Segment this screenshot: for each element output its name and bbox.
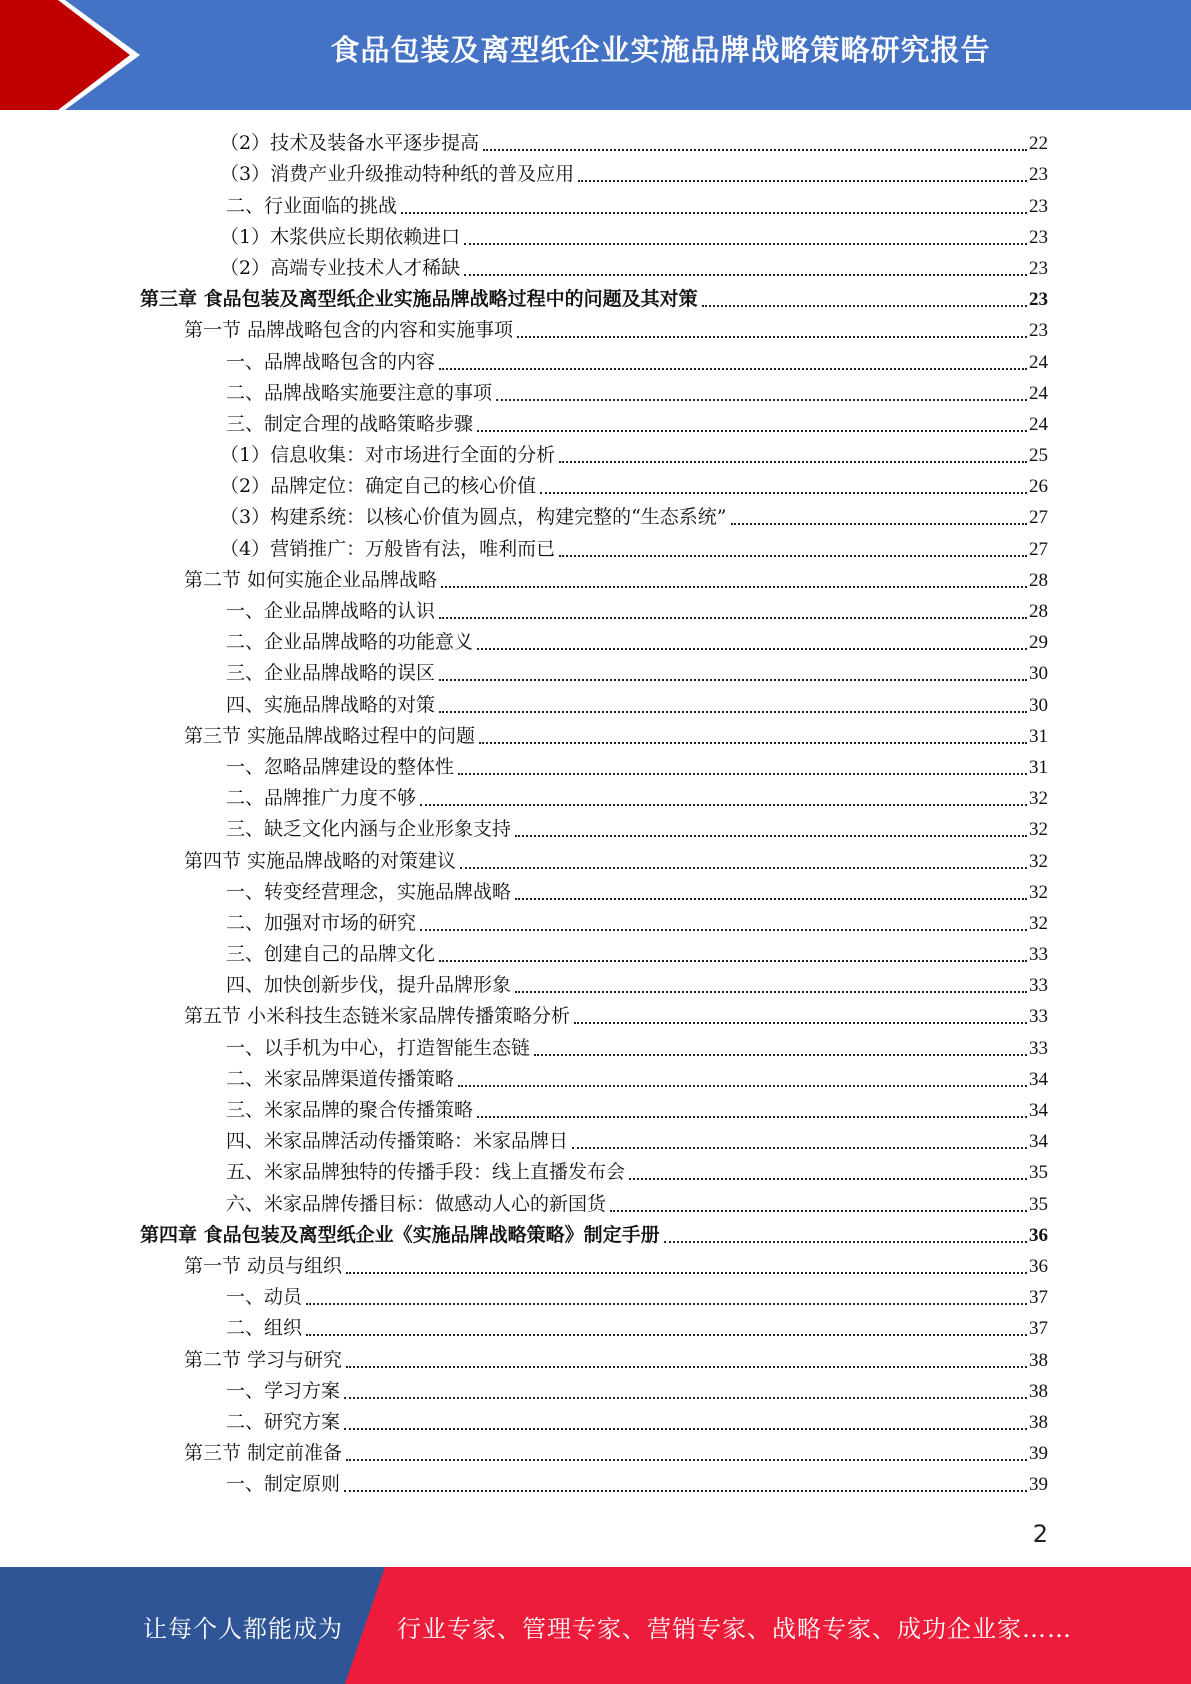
toc-entry-title: （1）信息收集：对市场进行全面的分析: [220, 444, 556, 467]
toc-entry[interactable]: [140, 1126, 1048, 1157]
toc-dot-leader: [306, 1334, 1027, 1336]
toc-entry-title: 四、米家品牌活动传播策略：米家品牌日: [226, 1130, 569, 1153]
toc-entry[interactable]: [140, 721, 1048, 752]
toc-entry[interactable]: [140, 533, 1048, 564]
toc-entry-page: 23: [1029, 289, 1048, 311]
toc-entry-title: 二、品牌推广力度不够: [226, 787, 417, 810]
toc-entry[interactable]: [140, 159, 1048, 190]
toc-entry-page: 33: [1029, 944, 1048, 966]
toc-dot-leader: [515, 898, 1027, 900]
toc-entry-title: 四、加快创新步伐，提升品牌形象: [226, 974, 512, 997]
toc-entry[interactable]: [140, 908, 1048, 939]
toc-entry-page: 38: [1029, 1411, 1048, 1433]
toc-entry-title: 第三节 制定前准备: [184, 1442, 343, 1465]
toc-entry-page: 29: [1029, 632, 1048, 654]
toc-entry-page: 24: [1029, 382, 1048, 404]
toc-entry-page: 22: [1029, 133, 1048, 155]
toc-entry-title: 五、米家品牌独特的传播手段：线上直播发布会: [226, 1161, 626, 1184]
toc-entry-title: 二、组织: [226, 1317, 303, 1340]
footer-slogan-left: 让每个人都能成为: [143, 1615, 343, 1643]
toc-entry[interactable]: [140, 471, 1048, 502]
toc-entry[interactable]: [140, 689, 1048, 720]
toc-entry-title: 三、制定合理的战略策略步骤: [226, 412, 474, 435]
toc-entry[interactable]: [140, 1001, 1048, 1032]
toc-entry-page: 36: [1029, 1255, 1048, 1277]
toc-entry[interactable]: [140, 346, 1048, 377]
toc-entry[interactable]: [140, 1313, 1048, 1344]
toc-entry-title: 一、制定原则: [226, 1473, 341, 1496]
toc-entry-title: 第一节 动员与组织: [184, 1254, 343, 1277]
toc-entry-title: 一、企业品牌战略的认识: [226, 600, 436, 622]
toc-entry[interactable]: [140, 1344, 1048, 1375]
toc-entry[interactable]: [140, 1095, 1048, 1126]
toc-dot-leader: [439, 679, 1027, 681]
toc-entry[interactable]: [140, 128, 1048, 159]
toc-entry-page: 37: [1029, 1287, 1048, 1309]
toc-dot-leader: [401, 212, 1027, 214]
toc-entry-page: 23: [1029, 257, 1048, 279]
toc-dot-leader: [731, 523, 1027, 525]
toc-entry-title: （4）营销推广：万般皆有法，唯利而已: [220, 537, 556, 560]
toc-dot-leader: [439, 960, 1027, 962]
toc-dot-leader: [578, 180, 1027, 182]
toc-entry-title: 第三节 实施品牌战略过程中的问题: [184, 724, 476, 747]
toc-entry-title: （2）品牌定位：确定自己的核心价值: [220, 475, 537, 498]
toc-entry[interactable]: [140, 378, 1048, 409]
toc-entry[interactable]: [140, 596, 1048, 627]
toc-entry-page: 28: [1029, 601, 1048, 622]
toc-entry-title: 一、以手机为中心，打造智能生态链: [226, 1036, 531, 1059]
toc-dot-leader: [346, 1366, 1027, 1368]
toc-entry-page: 30: [1029, 694, 1048, 716]
toc-entry[interactable]: [140, 877, 1048, 908]
toc-entry-page: 23: [1029, 195, 1048, 217]
toc-entry-page: 23: [1029, 226, 1048, 248]
toc-entry-page: 33: [1029, 975, 1048, 997]
toc-dot-leader: [464, 243, 1027, 245]
toc-entry[interactable]: [140, 1251, 1048, 1282]
toc-entry-title: （1）木浆供应长期依赖进口: [220, 225, 461, 248]
toc-dot-leader: [515, 835, 1027, 837]
toc-entry-page: 25: [1029, 445, 1048, 467]
toc-entry[interactable]: [140, 1220, 1048, 1251]
toc-entry-page: 37: [1029, 1318, 1048, 1340]
toc-dot-leader: [460, 867, 1027, 869]
toc-dot-leader: [483, 149, 1027, 151]
toc-entry-page: 38: [1029, 1349, 1048, 1371]
toc-entry-title: 三、米家品牌的聚合传播策略: [226, 1099, 474, 1121]
toc-entry-page: 33: [1029, 1037, 1048, 1059]
toc-dot-leader: [629, 1178, 1027, 1180]
toc-dot-leader: [559, 461, 1027, 463]
toc-entry-title: 第二节 如何实施企业品牌战略: [184, 568, 438, 591]
toc-entry-title: （3）构建系统：以核心价值为圆点，构建完整的“生态系统”: [220, 506, 727, 529]
page-footer: [0, 1567, 1191, 1684]
toc-dot-leader: [664, 1241, 1027, 1243]
toc-entry[interactable]: [140, 1469, 1048, 1500]
toc-entry-page: 39: [1029, 1443, 1048, 1465]
toc-entry[interactable]: [140, 970, 1048, 1001]
toc-dot-leader: [344, 1397, 1027, 1399]
toc-entry[interactable]: [140, 1282, 1048, 1313]
toc-dot-leader: [344, 1490, 1027, 1492]
toc-dot-leader: [477, 430, 1027, 432]
toc-entry-title: 二、企业品牌战略的功能意义: [226, 631, 474, 654]
toc-entry[interactable]: [140, 409, 1048, 440]
toc-dot-leader: [346, 1459, 1027, 1461]
toc-entry[interactable]: [140, 939, 1048, 970]
toc-entry[interactable]: [140, 253, 1048, 284]
report-title: 食品包装及离型纸企业实施品牌战略策略研究报告: [330, 33, 991, 67]
toc-entry-title: 三、缺乏文化内涵与企业形象支持: [226, 818, 512, 841]
toc-entry-page: 38: [1029, 1380, 1048, 1402]
toc-entry[interactable]: [140, 502, 1048, 533]
toc-entry-page: 23: [1029, 320, 1048, 342]
toc-entry-page: 31: [1029, 756, 1048, 778]
toc-entry-page: 33: [1029, 1006, 1048, 1028]
toc-dot-leader: [477, 648, 1027, 650]
toc-entry[interactable]: [140, 315, 1048, 346]
toc-entry-title: 一、转变经营理念，实施品牌战略: [226, 880, 512, 903]
toc-entry[interactable]: [140, 565, 1048, 596]
toc-entry-title: 二、米家品牌渠道传播策略: [226, 1067, 455, 1090]
toc-dot-leader: [559, 555, 1027, 557]
toc-entry-page: 32: [1029, 819, 1048, 841]
toc-entry-title: 二、加强对市场的研究: [226, 911, 417, 934]
toc-dot-leader: [702, 305, 1027, 307]
page-header: [0, 0, 1191, 110]
toc-entry-page: 32: [1029, 788, 1048, 810]
toc-dot-leader: [458, 773, 1027, 775]
toc-entry[interactable]: [140, 1376, 1048, 1407]
toc-entry[interactable]: [140, 1032, 1048, 1063]
toc-entry[interactable]: [140, 190, 1048, 221]
toc-entry-page: 35: [1029, 1162, 1048, 1184]
footer-slogan-right: 行业专家、管理专家、营销专家、战略专家、成功企业家……: [397, 1615, 1072, 1643]
toc-dot-leader: [306, 1303, 1027, 1305]
toc-entry[interactable]: [140, 783, 1048, 814]
toc-entry-page: 28: [1029, 569, 1048, 591]
toc-entry-page: 39: [1029, 1474, 1048, 1496]
toc-entry-title: 一、忽略品牌建设的整体性: [226, 755, 455, 778]
toc-entry-title: 第二节 学习与研究: [184, 1348, 343, 1371]
page-number: 2: [1032, 1520, 1048, 1548]
toc-entry[interactable]: [140, 627, 1048, 658]
toc-entry-title: 三、企业品牌战略的误区: [226, 662, 436, 685]
toc-entry-page: 24: [1029, 351, 1048, 373]
toc-entry-title: 第三章 食品包装及离型纸企业实施品牌战略过程中的问题及其对策: [140, 288, 698, 311]
toc-entry-title: （2）高端专业技术人才稀缺: [220, 256, 461, 279]
toc-entry-title: 三、创建自己的品牌文化: [226, 943, 436, 966]
toc-entry-title: 第五节 小米科技生态链米家品牌传播策略分析: [184, 1005, 571, 1028]
toc-entry-page: 31: [1029, 725, 1048, 747]
toc-entry[interactable]: [140, 1407, 1048, 1438]
toc-dot-leader: [610, 1210, 1027, 1212]
toc-dot-leader: [464, 274, 1027, 276]
table-of-contents: [140, 128, 1048, 1500]
toc-entry-title: 二、品牌战略实施要注意的事项: [226, 381, 493, 404]
toc-dot-leader: [515, 991, 1027, 993]
toc-entry[interactable]: [140, 1188, 1048, 1219]
toc-entry-page: 34: [1029, 1131, 1048, 1153]
toc-dot-leader: [420, 804, 1027, 806]
toc-entry-page: 36: [1029, 1224, 1048, 1246]
toc-dot-leader: [517, 336, 1027, 338]
toc-entry-page: 34: [1029, 1068, 1048, 1090]
toc-entry[interactable]: [140, 752, 1048, 783]
toc-entry-title: 一、动员: [226, 1286, 303, 1309]
toc-entry-page: 27: [1029, 507, 1048, 529]
toc-entry-title: 四、实施品牌战略的对策: [226, 693, 436, 716]
toc-entry[interactable]: [140, 440, 1048, 471]
toc-entry-title: 二、研究方案: [226, 1410, 341, 1433]
toc-entry-page: 32: [1029, 912, 1048, 934]
toc-entry[interactable]: [140, 814, 1048, 845]
toc-dot-leader: [420, 929, 1027, 931]
toc-entry[interactable]: [140, 1438, 1048, 1469]
toc-entry-title: （3）消费产业升级推动特种纸的普及应用: [220, 163, 575, 186]
toc-entry-page: 23: [1029, 164, 1048, 186]
toc-entry-page: 26: [1029, 476, 1048, 498]
toc-entry[interactable]: [140, 222, 1048, 253]
toc-dot-leader: [496, 399, 1027, 401]
toc-entry-page: 30: [1029, 663, 1048, 685]
toc-dot-leader: [439, 617, 1027, 619]
toc-entry-page: 32: [1029, 850, 1048, 872]
toc-dot-leader: [439, 368, 1027, 370]
toc-entry-page: 27: [1029, 538, 1048, 560]
toc-entry-title: （2）技术及装备水平逐步提高: [220, 132, 480, 155]
toc-entry-page: 34: [1029, 1100, 1048, 1121]
toc-dot-leader: [346, 1272, 1027, 1274]
toc-entry-title: 一、学习方案: [226, 1379, 341, 1402]
toc-dot-leader: [574, 1022, 1027, 1024]
toc-entry-title: 二、行业面临的挑战: [226, 194, 398, 217]
toc-dot-leader: [458, 1085, 1027, 1087]
toc-dot-leader: [479, 742, 1027, 744]
toc-entry-title: 第四章 食品包装及离型纸企业《实施品牌战略策略》制定手册: [140, 1223, 660, 1246]
toc-dot-leader: [441, 586, 1027, 588]
toc-entry[interactable]: [140, 1157, 1048, 1188]
toc-entry[interactable]: [140, 845, 1048, 876]
toc-entry[interactable]: [140, 1064, 1048, 1095]
toc-dot-leader: [344, 1428, 1027, 1430]
toc-dot-leader: [540, 492, 1027, 494]
toc-entry[interactable]: [140, 284, 1048, 315]
toc-entry-page: 24: [1029, 413, 1048, 435]
toc-entry-title: 一、品牌战略包含的内容: [226, 350, 436, 373]
toc-entry-page: 35: [1029, 1193, 1048, 1215]
toc-dot-leader: [477, 1116, 1027, 1118]
toc-dot-leader: [534, 1054, 1027, 1056]
toc-entry-title: 六、米家品牌传播目标：做感动人心的新国货: [226, 1192, 607, 1215]
toc-entry-title: 第一节 品牌战略包含的内容和实施事项: [184, 319, 514, 342]
toc-dot-leader: [439, 711, 1027, 713]
toc-entry-title: 第四节 实施品牌战略的对策建议: [184, 849, 457, 872]
toc-dot-leader: [572, 1147, 1027, 1149]
toc-entry-page: 32: [1029, 881, 1048, 903]
toc-entry[interactable]: [140, 658, 1048, 689]
